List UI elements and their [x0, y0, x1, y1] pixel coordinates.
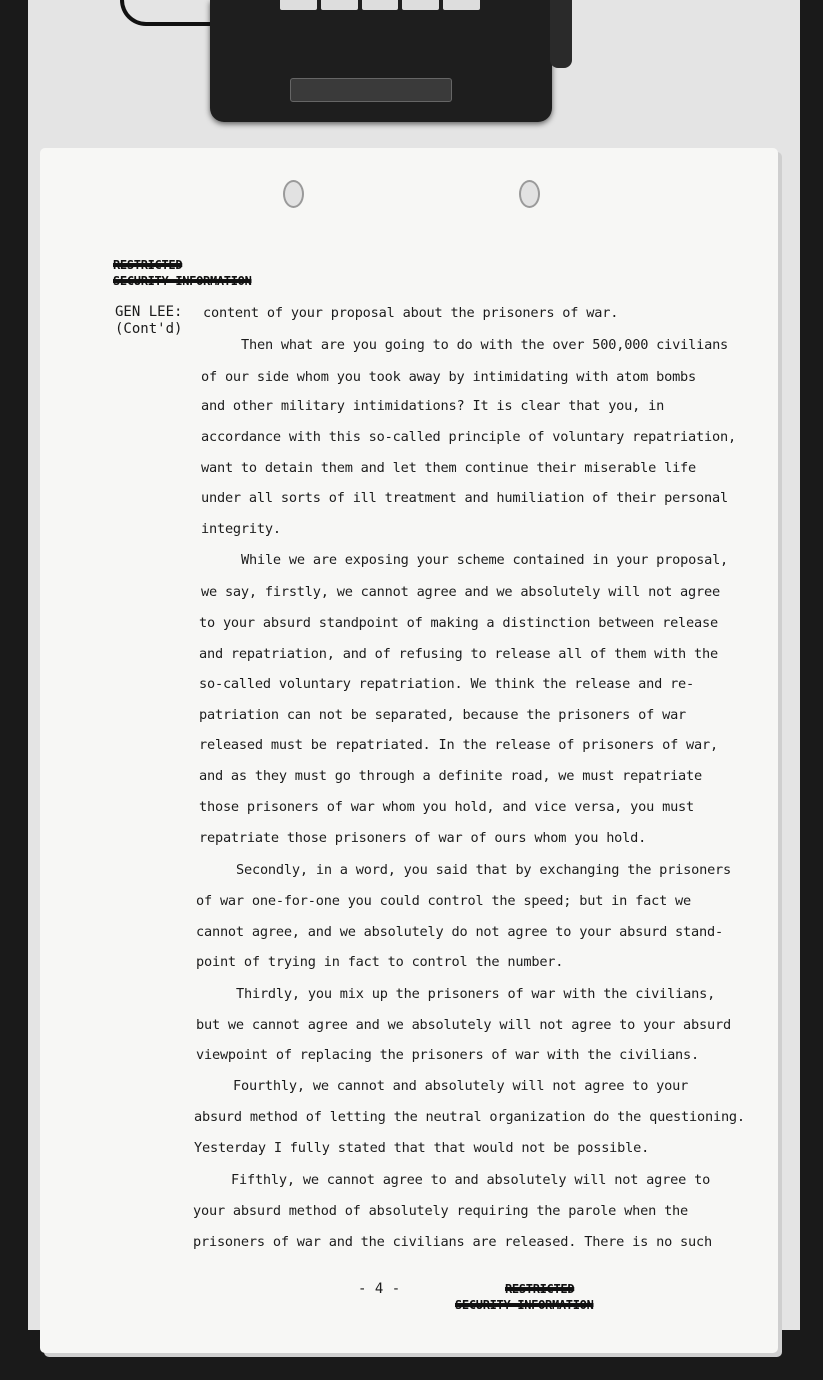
speaker-name: GEN LEE:: [115, 304, 183, 320]
body-line: point of trying in fact to control the number.: [196, 954, 564, 970]
body-line: so-called voluntary repatriation. We think the release and re-: [199, 676, 695, 692]
counter-digits: [280, 0, 480, 14]
header-classification-line1: RESTRICTED: [113, 258, 183, 272]
body-line: patriation can not be separated, because the prisoners of war: [199, 707, 687, 723]
punch-hole-left: [283, 180, 304, 208]
header-classification-line2: SECURITY INFORMATION: [113, 274, 252, 288]
body-line: content of your proposal about the prisoners of war.: [203, 305, 619, 321]
body-line: and repatriation, and of refusing to release all of them with the: [199, 646, 718, 662]
body-line: accordance with this so-called principle of voluntary repatriation,: [201, 429, 736, 445]
body-line: we say, firstly, we cannot agree and we absolutely will not agree: [201, 584, 720, 600]
counter-cable: [120, 0, 219, 26]
body-line: Fourthly, we cannot and absolutely will not agree to your: [233, 1078, 689, 1094]
body-line: released must be repatriated. In the release of prisoners of war,: [199, 737, 718, 753]
body-line: and as they must go through a definite road, we must repatriate: [199, 768, 703, 784]
body-line: prisoners of war and the civilians are released. There is no such: [193, 1234, 712, 1250]
speaker-continued: (Cont'd): [115, 321, 183, 337]
body-line: Fifthly, we cannot agree to and absolutely will not agree to: [231, 1172, 711, 1188]
body-line: cannot agree, and we absolutely do not agree to your absurd stand-: [196, 924, 723, 940]
body-line: viewpoint of replacing the prisoners of war with the civilians.: [196, 1047, 700, 1063]
body-line: want to detain them and let them continue their miserable life: [201, 460, 697, 476]
body-line: Thirdly, you mix up the prisoners of war with the civilians,: [236, 986, 716, 1002]
body-line: and other military intimidations? It is clear that you, in: [201, 398, 665, 414]
counter-nameplate: [290, 78, 452, 102]
body-line: integrity.: [201, 521, 281, 537]
counter-knob: [550, 0, 572, 68]
body-line: of our side whom you took away by intimidating with atom bombs: [201, 369, 697, 385]
body-line: Then what are you going to do with the over 500,000 civilians: [241, 337, 729, 353]
body-line: repatriate those prisoners of war of ours whom you hold.: [199, 830, 647, 846]
punch-hole-right: [519, 180, 540, 208]
page-number: - 4 -: [358, 1281, 401, 1297]
body-line: absurd method of letting the neutral organization do the questioning.: [194, 1109, 745, 1125]
body-line: of war one-for-one you could control the speed; but in fact we: [196, 893, 692, 909]
frame-counter-device: [210, 0, 552, 122]
body-line: Yesterday I fully stated that that would not be possible.: [194, 1140, 650, 1156]
body-line: your absurd method of absolutely requiring the parole when the: [193, 1203, 689, 1219]
body-line: to your absurd standpoint of making a distinction between release: [199, 615, 718, 631]
document-page: [40, 148, 778, 1353]
footer-classification-line1: RESTRICTED: [505, 1282, 575, 1296]
body-line: under all sorts of ill treatment and humiliation of their personal: [201, 490, 728, 506]
footer-classification-line2: SECURITY INFORMATION: [455, 1298, 594, 1312]
body-line: those prisoners of war whom you hold, and vice versa, you must: [199, 799, 695, 815]
body-line: but we cannot agree and we absolutely will not agree to your absurd: [196, 1017, 731, 1033]
speaker-label: [115, 304, 182, 338]
body-line: Secondly, in a word, you said that by exchanging the prisoners: [236, 862, 732, 878]
body-line: While we are exposing your scheme contained in your proposal,: [241, 552, 729, 568]
